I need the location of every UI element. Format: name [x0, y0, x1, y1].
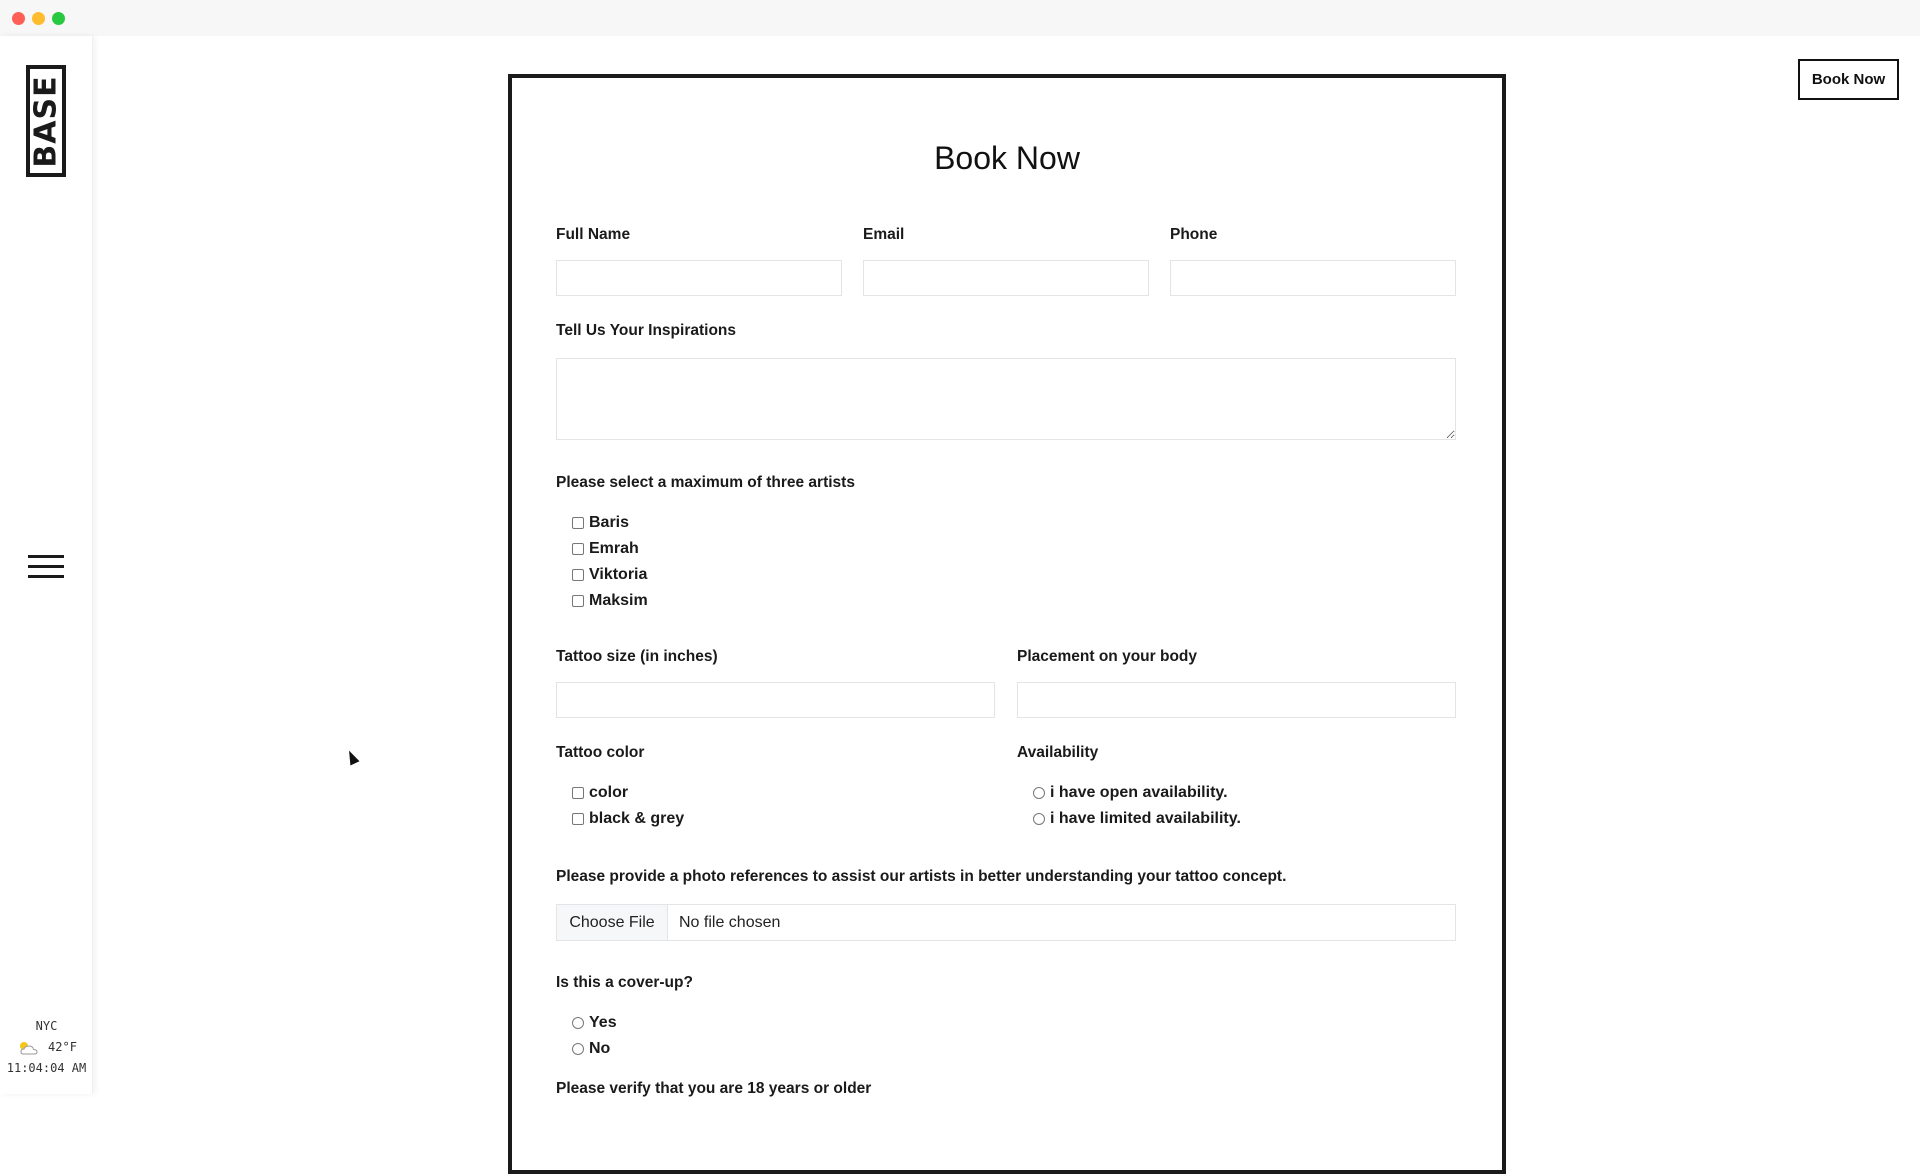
phone-label: Phone — [1170, 226, 1218, 243]
book-now-button[interactable]: Book Now — [1798, 59, 1899, 100]
artist-checkbox-emrah[interactable] — [572, 540, 639, 558]
checkbox-icon[interactable] — [572, 569, 584, 581]
checkbox-icon[interactable] — [572, 595, 584, 607]
inspirations-textarea[interactable] — [556, 358, 1456, 440]
availability-radio-limited[interactable] — [1033, 810, 1241, 828]
checkbox-icon[interactable] — [572, 517, 584, 529]
availability-option-label: i have limited availability. — [1050, 810, 1241, 827]
cover-up-radio-yes[interactable] — [572, 1014, 617, 1032]
weather-widget — [0, 1016, 93, 1079]
placement-label: Placement on your body — [1017, 648, 1198, 665]
form-title: Book Now — [934, 140, 1080, 176]
artists-label: Please select a maximum of three artists — [556, 474, 855, 491]
tattoo-size-input[interactable] — [556, 682, 995, 718]
photo-reference-label: Please provide a photo references to assist our artists in better understanding your tattoo concept. — [556, 868, 1287, 885]
weather-temperature: 42°F — [48, 1040, 77, 1054]
phone-input[interactable] — [1170, 260, 1456, 296]
full-name-label: Full Name — [556, 226, 631, 243]
artist-checkbox-baris[interactable] — [572, 514, 629, 532]
email-input[interactable] — [863, 260, 1149, 296]
tattoo-color-label: Tattoo color — [556, 744, 645, 761]
checkbox-icon[interactable] — [572, 543, 584, 555]
color-option-label: color — [589, 784, 629, 801]
logo-text: BASE — [28, 74, 64, 168]
artist-checkbox-maksim[interactable] — [572, 592, 648, 610]
partly-cloudy-icon — [16, 1040, 40, 1056]
artist-option-label: Baris — [589, 514, 630, 531]
radio-icon[interactable] — [1033, 787, 1045, 799]
maximize-window-icon[interactable] — [52, 12, 65, 25]
age-verify-label: Please verify that you are 18 years or older — [556, 1080, 872, 1097]
file-status: No file chosen — [679, 913, 781, 931]
sidebar — [0, 36, 93, 1094]
checkbox-icon[interactable] — [572, 813, 584, 825]
availability-radio-open[interactable] — [1033, 784, 1228, 802]
mouse-cursor-icon — [345, 749, 360, 766]
cover-up-radio-no[interactable] — [572, 1040, 610, 1058]
weather-city: NYC — [35, 1019, 58, 1033]
minimize-window-icon[interactable] — [32, 12, 45, 25]
checkbox-icon[interactable] — [572, 787, 584, 799]
placement-input[interactable] — [1017, 682, 1456, 718]
artist-checkbox-viktoria[interactable] — [572, 566, 647, 584]
color-checkbox-black-grey[interactable] — [572, 810, 684, 828]
color-checkbox-color[interactable] — [572, 784, 628, 802]
email-label: Email — [863, 226, 905, 243]
photo-file-input[interactable] — [556, 904, 1456, 941]
artist-option-label: Viktoria — [589, 566, 648, 583]
choose-file-button[interactable]: Choose File — [557, 905, 668, 940]
close-window-icon[interactable] — [12, 12, 25, 25]
cover-up-option-label: No — [589, 1040, 611, 1057]
tattoo-size-label: Tattoo size (in inches) — [556, 648, 718, 665]
color-option-label: black & grey — [589, 810, 685, 827]
cover-up-option-label: Yes — [589, 1014, 617, 1031]
weather-time: 11:04:04 AM — [6, 1061, 87, 1075]
inspirations-label: Tell Us Your Inspirations — [556, 322, 737, 339]
full-name-input[interactable] — [556, 260, 842, 296]
availability-option-label: i have open availability. — [1050, 784, 1228, 801]
radio-icon[interactable] — [572, 1043, 584, 1055]
artist-option-label: Maksim — [589, 592, 648, 609]
radio-icon[interactable] — [572, 1017, 584, 1029]
artist-option-label: Emrah — [589, 540, 639, 557]
radio-icon[interactable] — [1033, 813, 1045, 825]
booking-form — [508, 74, 1506, 1174]
availability-label: Availability — [1017, 744, 1099, 761]
hamburger-icon[interactable] — [28, 553, 64, 581]
base-logo[interactable] — [26, 65, 66, 177]
cover-up-label: Is this a cover-up? — [556, 974, 693, 991]
window-titlebar — [0, 0, 1920, 36]
